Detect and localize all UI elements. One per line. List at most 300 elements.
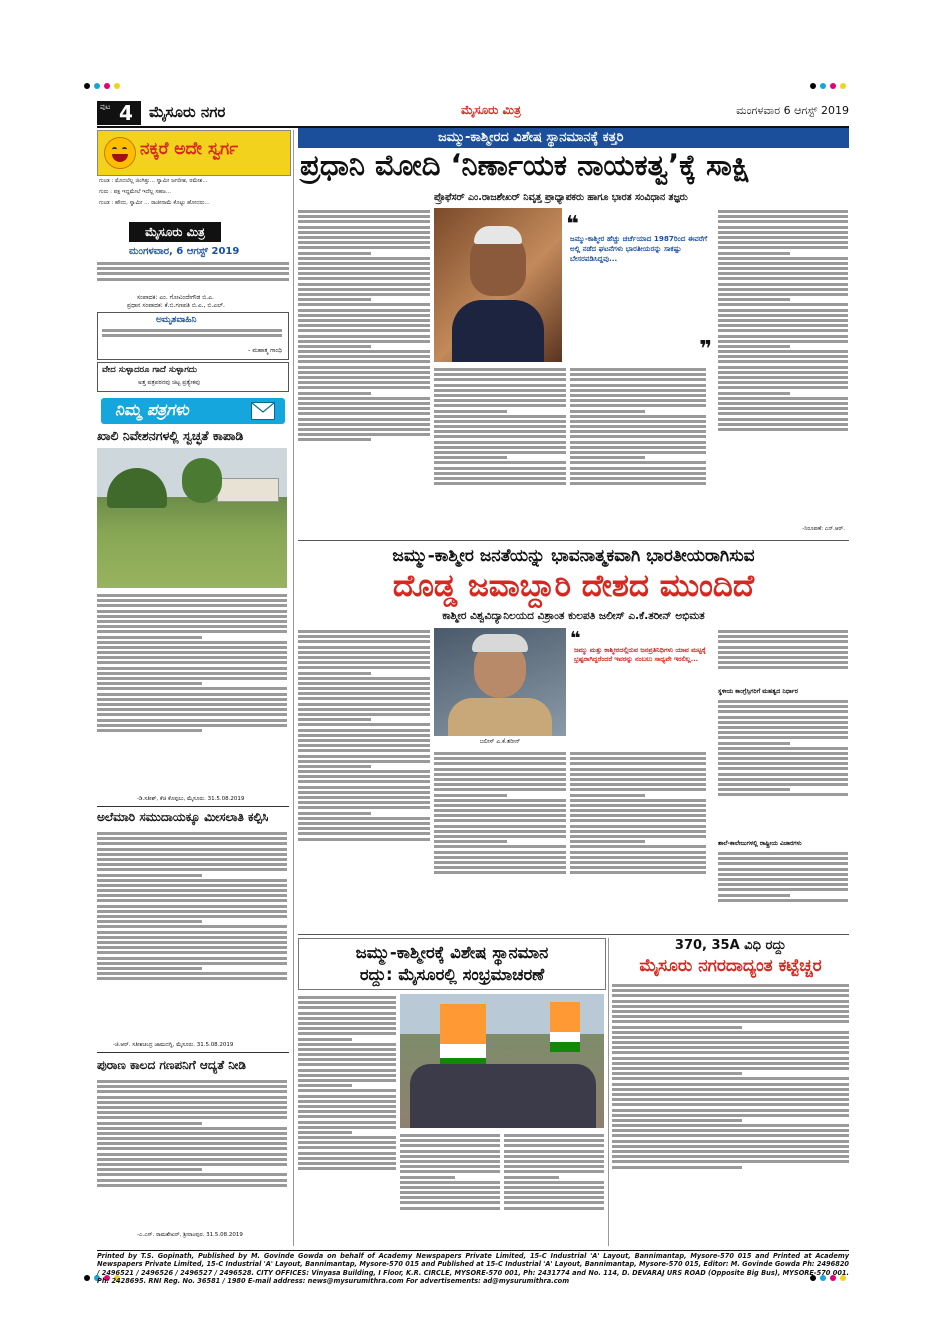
text-line [570, 794, 645, 797]
text-line [718, 666, 848, 669]
text-line [612, 1098, 849, 1101]
text-line [97, 936, 287, 939]
text-line [434, 799, 566, 802]
text-line [434, 851, 566, 854]
text-line [298, 319, 430, 322]
letter3-signature: -ಎ.ಎಸ್. ರಾಮಶೇಖರ್, ಶ್ರೀರಾಂಪುರ. 31.5.08.2019 [137, 1232, 243, 1238]
text-line [97, 1173, 287, 1176]
text-line [298, 786, 430, 789]
left-column [97, 130, 289, 1246]
text-line [298, 744, 430, 747]
text-line [298, 1121, 396, 1124]
text-line [570, 804, 706, 807]
text-line [570, 871, 706, 874]
tareen-photo-caption: ಜಲೀಸ್ ಎ.ಕೆ.ತರೀನ್ [479, 738, 521, 745]
text-line [97, 1158, 287, 1161]
text-line [298, 407, 430, 410]
text-line [97, 920, 202, 923]
text-line [718, 630, 848, 633]
text-line [97, 837, 287, 840]
text-line [612, 1119, 742, 1122]
text-line [570, 384, 706, 387]
text-line [97, 848, 287, 851]
text-line [298, 822, 430, 825]
text-line [97, 1179, 287, 1182]
quote-box [97, 312, 289, 360]
text-line [612, 1031, 849, 1034]
text-line [97, 610, 287, 613]
text-line [298, 283, 430, 286]
text-line [504, 1181, 604, 1184]
text-line [718, 293, 848, 296]
verse-box [97, 362, 289, 392]
text-line [718, 857, 848, 860]
text-line [97, 630, 287, 633]
text-line [570, 378, 706, 381]
text-line [612, 1150, 849, 1153]
text-line [434, 456, 507, 459]
text-line [570, 446, 706, 449]
text-line [434, 804, 566, 807]
text-line [434, 752, 566, 755]
footer-imprint: Printed by T.S. Gopinath, Published by M. Govinde Gowda on behalf of Academy Newspapers Private Limited, 15-C Industrial 'A' Layout, Bannimantap, Mysore-570 015 and Printed at Academy Newspapers Private Limited, 15-C Industrial 'A' Layout, Bannimantap, Mysore-570 015 and Published at 15-C Industrial 'A' Layout, Bannimantap, Mysore-570 015, Editor: M. Govinde Gowda Ph: 2496820 / 2496521 / 2496526 / 2496527 / 2496528. CITY OFFICES: Vinyasa Building, I Floor, K.R. CIRCLE, MYSORE-570 001, Ph: 2431774 and No. 114, D. DEVARAJ URS ROAD (Opposite Big Bus), MYSORE-570 001. Ph: 2428695. RNI Reg. No. 36581 / 1980 E-mail address: news@mysurumithra.com For advertisements: ad@mysurumithra.com [97, 1252, 849, 1286]
text-line [718, 852, 848, 855]
text-line [612, 1129, 849, 1132]
text-line [570, 472, 706, 475]
text-line [718, 376, 848, 379]
text-line [97, 724, 287, 727]
text-line [570, 373, 706, 376]
text-line [298, 718, 371, 721]
text-line [298, 817, 430, 820]
text-line [97, 884, 287, 887]
text-line [612, 984, 849, 987]
text-line [434, 373, 566, 376]
text-line [504, 1191, 604, 1194]
text-line [298, 1048, 396, 1051]
text-line [570, 825, 706, 828]
text-line [298, 246, 430, 249]
story2-col4b [718, 698, 848, 838]
masthead-date: ಮಂಗಳವಾರ, 6 ಆಗಸ್ಟ್ 2019 [129, 246, 240, 257]
text-line [97, 687, 287, 690]
text-line [298, 412, 430, 415]
text-line [612, 1077, 849, 1080]
text-line [434, 425, 566, 428]
text-line [718, 246, 848, 249]
text-line [400, 1201, 500, 1204]
story2-pullquote-text: ಜಮ್ಮು ಮತ್ತು ಕಾಶ್ಮೀರದಲ್ಲಿರುವ ಜನಪ್ರತಿನಿಧಿಗಳು ಯಾವ ಮಟ್ಟಕ್ಕೆ ಭ್ರಷ್ಟರಾಗಿದ್ದರೆಂದರೆ ಇವರನ್ನು ನಂಬಲು ಸಾಧ್ಯವೇ ಇರಲಿಲ್ಲ... [574, 646, 706, 663]
text-line [97, 957, 287, 960]
text-line [298, 1126, 396, 1129]
text-line [434, 472, 566, 475]
text-line [97, 1168, 202, 1171]
text-line [97, 661, 287, 664]
text-line [298, 257, 430, 260]
text-line [612, 1166, 742, 1169]
text-line [97, 682, 202, 685]
text-line [718, 215, 848, 218]
text-line [298, 272, 430, 275]
text-line [612, 1114, 849, 1117]
text-line [97, 620, 287, 623]
text-line [97, 708, 287, 711]
story2-col4a [718, 628, 848, 686]
text-line [97, 931, 287, 934]
text-line [718, 340, 848, 343]
text-line [298, 1141, 396, 1144]
text-line [400, 1207, 500, 1210]
text-line [504, 1139, 604, 1142]
text-line [718, 262, 848, 265]
text-line [570, 773, 706, 776]
text-line [298, 340, 430, 343]
text-line [718, 757, 848, 760]
text-line [298, 1105, 396, 1108]
text-line [400, 1144, 500, 1147]
text-line [298, 423, 430, 426]
text-line [570, 840, 645, 843]
text-line [612, 1046, 849, 1049]
text-line [97, 1106, 287, 1109]
text-line [612, 1057, 849, 1060]
text-line [97, 962, 287, 965]
verse-title: ವೇದ ಸುಳ್ಳಾದರೂ ಗಾದೆ ಸುಳ್ಳಾಗದು [102, 365, 197, 375]
text-line [718, 726, 848, 729]
text-line [97, 1101, 287, 1104]
text-line [298, 314, 430, 317]
letters-banner-title: ನಿಮ್ಮ ಪತ್ರಗಳು [115, 400, 189, 419]
text-line [570, 394, 706, 397]
text-line [718, 277, 848, 280]
text-line [718, 767, 848, 770]
text-line [570, 410, 645, 413]
text-line [97, 594, 287, 597]
text-line [718, 762, 848, 765]
text-line [298, 376, 430, 379]
text-line [298, 1095, 396, 1098]
text-line [434, 788, 566, 791]
celebration-photo [400, 994, 604, 1128]
text-line [612, 1155, 849, 1158]
text-line [718, 418, 848, 421]
text-line [612, 1134, 849, 1137]
text-line [298, 1017, 396, 1020]
masthead-small: ಮೈಸೂರು ಮಿತ್ರ [461, 103, 521, 117]
text-line [298, 360, 430, 363]
text-line [434, 778, 566, 781]
text-line [612, 1026, 742, 1029]
text-line [434, 420, 566, 423]
letter3-body [97, 1078, 287, 1230]
story4-body [612, 982, 849, 1244]
text-line [298, 791, 430, 794]
text-line [298, 796, 430, 799]
text-line [718, 402, 848, 405]
text-line [298, 345, 371, 348]
text-line [97, 278, 289, 281]
text-line [97, 713, 287, 716]
text-line [97, 636, 202, 639]
text-line [434, 757, 566, 760]
letter2-body [97, 830, 287, 1040]
text-line [97, 1132, 287, 1135]
text-line [400, 1181, 500, 1184]
text-line [298, 739, 430, 742]
letter2-title: ಅಲೆಮಾರಿ ಸಮುದಾಯಕ್ಕೂ ಮೀಸಲಾತಿ ಕಲ್ಪಿಸಿ [97, 810, 269, 824]
text-line [504, 1186, 604, 1189]
text-line [434, 451, 566, 454]
story2-kicker: ಜಮ್ಮು-ಕಾಶ್ಮೀರ ಜನತೆಯನ್ನು ಭಾವನಾತ್ಮಕವಾಗಿ ಭಾರತೀಯರಾಗಿಸುವ [392, 546, 755, 566]
text-line [298, 729, 430, 732]
text-line [434, 809, 566, 812]
text-line [298, 635, 430, 638]
text-line [612, 1067, 849, 1070]
text-line [298, 1022, 396, 1025]
text-line [298, 1100, 396, 1103]
text-line [434, 814, 566, 817]
text-line [97, 667, 287, 670]
text-line [97, 905, 287, 908]
text-line [298, 1058, 396, 1061]
text-line [570, 845, 706, 848]
story3-col1 [298, 994, 396, 1244]
text-line [298, 298, 371, 301]
text-line [298, 371, 430, 374]
text-line [298, 262, 430, 265]
text-line [612, 1145, 849, 1148]
text-line [718, 288, 848, 291]
story1-col4 [718, 208, 848, 524]
text-line [434, 467, 566, 470]
text-line [718, 241, 848, 244]
text-line [298, 329, 430, 332]
letter1-signature: -ಡಿ.ಸತೀಶ್, ಕೆಜಿ ಕೊಪ್ಪಲು, ಮೈಸೂರು. 31.5.08.2019 [137, 796, 245, 802]
text-line [97, 646, 287, 649]
text-line [718, 700, 848, 703]
text-line [298, 309, 430, 312]
text-line [298, 1069, 396, 1072]
text-line [97, 641, 287, 644]
editor-line: ಪ್ರಧಾನ ಸಂಪಾದಕ: ಕೆ.ಬಿ.ಗಣಪತಿ ಬಿ.ಎ., ಬಿ.ಎಲ್. [127, 302, 225, 309]
text-line [718, 303, 848, 306]
text-line [718, 894, 790, 897]
text-line [718, 651, 848, 654]
story2-col3 [570, 750, 706, 928]
text-line [434, 477, 566, 480]
text-line [298, 1038, 352, 1041]
text-line [400, 1139, 500, 1142]
text-line [612, 1010, 849, 1013]
text-line [298, 1053, 396, 1056]
text-line [97, 1127, 287, 1130]
text-line [298, 438, 371, 441]
text-line [298, 832, 430, 835]
text-line [570, 835, 706, 838]
text-line [718, 329, 848, 332]
text-line [97, 915, 287, 918]
text-line [298, 656, 430, 659]
text-line [612, 994, 849, 997]
text-line [97, 832, 287, 835]
text-line [570, 809, 706, 812]
text-line [718, 386, 848, 389]
text-line [102, 334, 282, 337]
text-line [400, 1150, 500, 1153]
text-line [504, 1196, 604, 1199]
text-line [570, 435, 706, 438]
text-line [718, 721, 848, 724]
text-line [718, 231, 848, 234]
story2-col2 [434, 750, 566, 928]
text-line [570, 415, 706, 418]
text-line [298, 210, 430, 213]
text-line [298, 1157, 396, 1160]
text-line [97, 677, 287, 680]
text-line [97, 967, 202, 970]
text-line [298, 386, 430, 389]
text-line [298, 428, 430, 431]
text-line [298, 646, 430, 649]
text-line [298, 267, 430, 270]
text-line [718, 226, 848, 229]
text-line [97, 972, 287, 975]
text-line [400, 1134, 500, 1137]
text-line [570, 783, 706, 786]
text-line [434, 394, 566, 397]
text-line [298, 1115, 396, 1118]
text-line [612, 1000, 849, 1003]
story1-headline: ಪ್ರಧಾನಿ ಮೋದಿ ‘ನಿರ್ಣಾಯಕ ನಾಯಕತ್ವ’ಕ್ಕೆ ಸಾಕ್ಷಿ [300, 148, 750, 182]
text-line [97, 599, 287, 602]
text-line [718, 366, 848, 369]
text-line [718, 773, 848, 776]
text-line [570, 814, 706, 817]
text-line [97, 951, 287, 954]
text-line [718, 783, 848, 786]
text-line [718, 272, 848, 275]
text-line [298, 277, 430, 280]
humor-line: ಗುಂಡ : ಹೌದು, ಸ್ವಾಮೀ ... ರಾಜೀನಾಮೆ ಕೊಟ್ಟು ಹೋದರು... [99, 200, 210, 206]
text-line [298, 734, 430, 737]
text-line [298, 640, 430, 643]
text-line [298, 1084, 352, 1087]
story2-pullquote [570, 628, 720, 748]
text-line [434, 856, 566, 859]
text-line [97, 910, 287, 913]
text-line [612, 1103, 849, 1106]
tareen-photo [434, 628, 566, 736]
text-line [718, 210, 848, 213]
text-line [718, 355, 848, 358]
text-line [612, 1020, 849, 1023]
text-line [718, 314, 848, 317]
text-line [570, 861, 706, 864]
text-line [400, 1165, 500, 1168]
story2-subheading: ಸ್ಥಳೀಯ ಕಾಂಗ್ರೆಸ್ಸಿಗರಿಗೆ ಮಹತ್ವದ ನಿರ್ಧಾರ [718, 688, 798, 695]
masthead-logo: ಮೈಸೂರು ಮಿತ್ರ [129, 222, 221, 242]
text-line [434, 783, 566, 786]
text-line [298, 1006, 396, 1009]
registration-dots-top-right [810, 74, 850, 93]
text-line [570, 757, 706, 760]
text-line [434, 384, 566, 387]
story1-kicker-bar [298, 128, 849, 148]
letter1-body [97, 592, 287, 792]
text-line [612, 1015, 849, 1018]
text-line [97, 1153, 287, 1156]
text-line [400, 1191, 500, 1194]
text-line [718, 742, 790, 745]
text-line [102, 329, 282, 332]
text-line [97, 604, 287, 607]
header-date: ಮಂಗಳವಾರ 6 ಆಗಸ್ಟ್ 2019 [736, 104, 849, 117]
text-line [504, 1176, 559, 1179]
text-line [718, 345, 790, 348]
text-line [298, 827, 430, 830]
text-line [97, 1184, 287, 1187]
text-line [718, 309, 848, 312]
text-line [570, 389, 706, 392]
text-line [97, 719, 287, 722]
text-line [97, 1080, 287, 1083]
text-line [718, 423, 848, 426]
text-line [298, 220, 430, 223]
text-line [504, 1165, 604, 1168]
text-line [434, 825, 566, 828]
text-line [298, 630, 430, 633]
text-line [434, 794, 507, 797]
text-line [434, 446, 566, 449]
text-line [434, 430, 566, 433]
text-line [97, 272, 289, 275]
text-line [570, 430, 706, 433]
letter3-title: ಪುರಾಣ ಕಾಲದ ಗಣಪನಿಗೆ ಆದ್ಯತೆ ನೀಡಿ [97, 1058, 246, 1072]
text-line [298, 1167, 396, 1170]
text-line [298, 812, 371, 815]
text-line [718, 710, 848, 713]
text-line [570, 477, 706, 480]
letter2-signature: -ಜಿ.ಆರ್. ಸತೀಶಚಂದ್ರ ಜಾಮದಗ್ನಿ, ಮೈಸೂರು. 31.5.08.2019 [113, 1042, 234, 1048]
text-line [298, 1131, 352, 1134]
text-line [97, 874, 202, 877]
masthead-info [97, 260, 289, 292]
text-line [570, 399, 706, 402]
text-line [718, 646, 848, 649]
text-line [718, 412, 848, 415]
story2-subheading: ಶಾಲೆ-ಕಾಲೇಜುಗಳಲ್ಲಿ ರಾಷ್ಟ್ರೀಯ ವಿಚಾರಗಳು [718, 840, 802, 847]
text-line [97, 899, 287, 902]
text-line [298, 1110, 396, 1113]
text-line [298, 324, 430, 327]
story1-col2 [434, 366, 566, 538]
text-line [718, 381, 848, 384]
text-line [298, 723, 430, 726]
text-line [298, 1043, 396, 1046]
text-line [97, 1116, 287, 1119]
text-line [97, 863, 287, 866]
text-line [298, 780, 430, 783]
text-line [298, 1012, 396, 1015]
text-line [570, 752, 706, 755]
text-line [97, 941, 287, 944]
text-line [298, 215, 430, 218]
text-line [434, 773, 566, 776]
text-line [718, 793, 848, 796]
text-line [504, 1160, 604, 1163]
text-line [97, 267, 289, 270]
text-line [298, 236, 430, 239]
